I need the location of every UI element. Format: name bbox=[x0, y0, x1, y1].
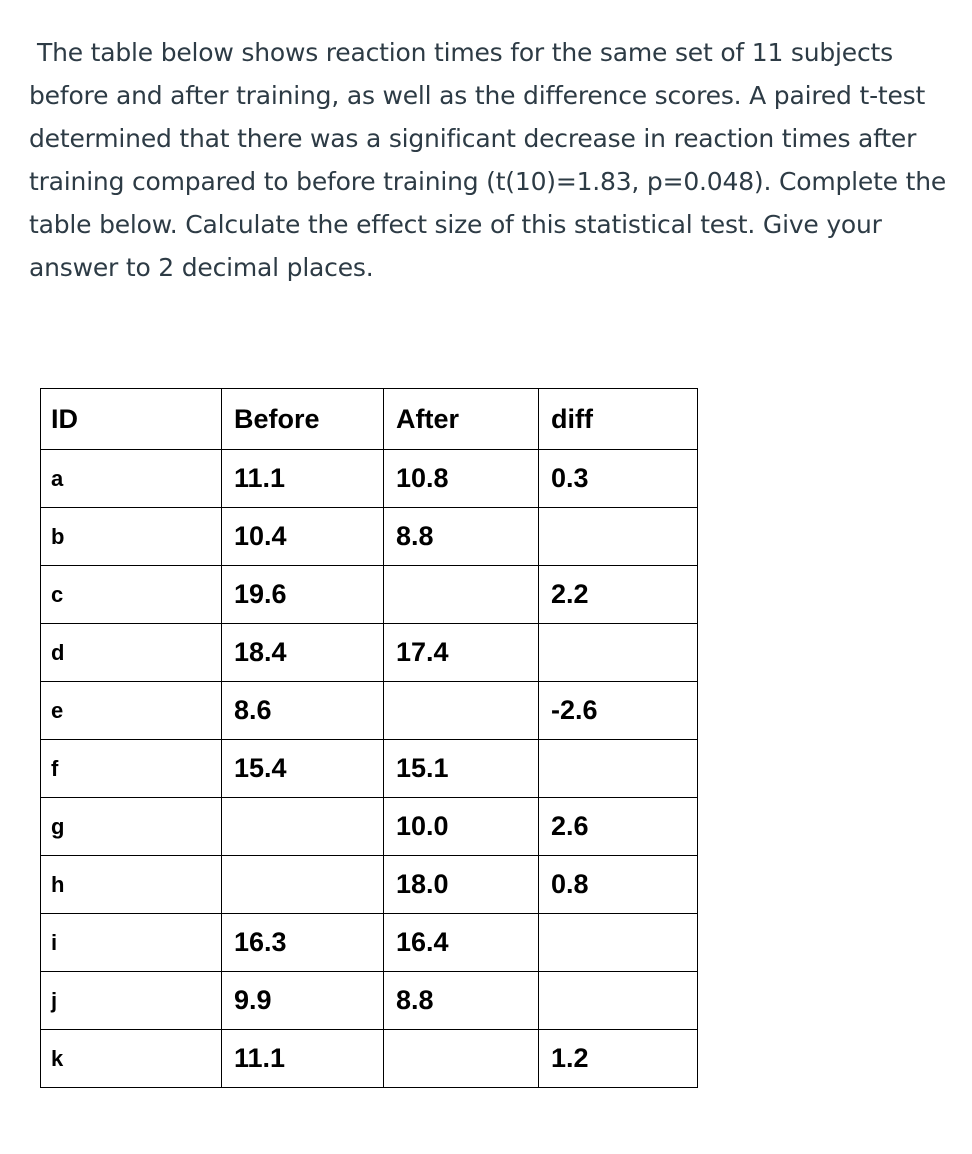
cell-before: 18.4 bbox=[222, 624, 384, 682]
cell-before: 10.4 bbox=[222, 508, 384, 566]
question-text bbox=[29, 31, 959, 289]
reaction-times-table bbox=[40, 388, 698, 1088]
cell-after: 8.8 bbox=[384, 508, 539, 566]
table-row bbox=[41, 914, 698, 972]
cell-diff bbox=[539, 624, 698, 682]
header-diff: diff bbox=[539, 389, 698, 450]
table-row bbox=[41, 566, 698, 624]
cell-before bbox=[222, 856, 384, 914]
table-row bbox=[41, 1030, 698, 1088]
cell-after bbox=[384, 682, 539, 740]
cell-diff: 1.2 bbox=[539, 1030, 698, 1088]
cell-after: 15.1 bbox=[384, 740, 539, 798]
cell-after bbox=[384, 566, 539, 624]
cell-before: 9.9 bbox=[222, 972, 384, 1030]
cell-before: 15.4 bbox=[222, 740, 384, 798]
cell-id: i bbox=[41, 914, 222, 972]
cell-id: a bbox=[41, 450, 222, 508]
cell-id: k bbox=[41, 1030, 222, 1088]
cell-id: e bbox=[41, 682, 222, 740]
cell-before: 19.6 bbox=[222, 566, 384, 624]
cell-before: 8.6 bbox=[222, 682, 384, 740]
cell-after: 16.4 bbox=[384, 914, 539, 972]
cell-diff bbox=[539, 508, 698, 566]
header-before: Before bbox=[222, 389, 384, 450]
cell-id: h bbox=[41, 856, 222, 914]
cell-before bbox=[222, 798, 384, 856]
cell-id: c bbox=[41, 566, 222, 624]
cell-id: g bbox=[41, 798, 222, 856]
cell-diff bbox=[539, 740, 698, 798]
cell-diff bbox=[539, 972, 698, 1030]
cell-id: d bbox=[41, 624, 222, 682]
cell-id: j bbox=[41, 972, 222, 1030]
cell-before: 11.1 bbox=[222, 450, 384, 508]
cell-diff: 0.8 bbox=[539, 856, 698, 914]
cell-diff bbox=[539, 914, 698, 972]
cell-id: b bbox=[41, 508, 222, 566]
table-row bbox=[41, 972, 698, 1030]
table-row bbox=[41, 856, 698, 914]
cell-after: 10.0 bbox=[384, 798, 539, 856]
cell-id: f bbox=[41, 740, 222, 798]
question-body: The table below shows reaction times for the same set of 11 subjects before and after training, as well as the difference scores. A paired t-test determined that there was a significant decrease in reaction times after training compared to before training (t(10)=1.83, p=0.048). Complete the table below. Calculate the effect size of this statistical test. Give your answer to 2 decimal places. bbox=[29, 38, 947, 282]
cell-after: 8.8 bbox=[384, 972, 539, 1030]
table-body bbox=[41, 450, 698, 1088]
table-row bbox=[41, 624, 698, 682]
cell-before: 16.3 bbox=[222, 914, 384, 972]
cell-after: 10.8 bbox=[384, 450, 539, 508]
cell-after bbox=[384, 1030, 539, 1088]
cell-after: 17.4 bbox=[384, 624, 539, 682]
cell-diff: 2.6 bbox=[539, 798, 698, 856]
cell-before: 11.1 bbox=[222, 1030, 384, 1088]
cell-diff: 0.3 bbox=[539, 450, 698, 508]
header-after: After bbox=[384, 389, 539, 450]
table-row bbox=[41, 740, 698, 798]
header-id: ID bbox=[41, 389, 222, 450]
cell-diff: 2.2 bbox=[539, 566, 698, 624]
table-row bbox=[41, 450, 698, 508]
cell-after: 18.0 bbox=[384, 856, 539, 914]
table-row bbox=[41, 508, 698, 566]
table-row bbox=[41, 798, 698, 856]
cell-diff: -2.6 bbox=[539, 682, 698, 740]
table-row bbox=[41, 682, 698, 740]
table-header-row bbox=[41, 389, 698, 450]
